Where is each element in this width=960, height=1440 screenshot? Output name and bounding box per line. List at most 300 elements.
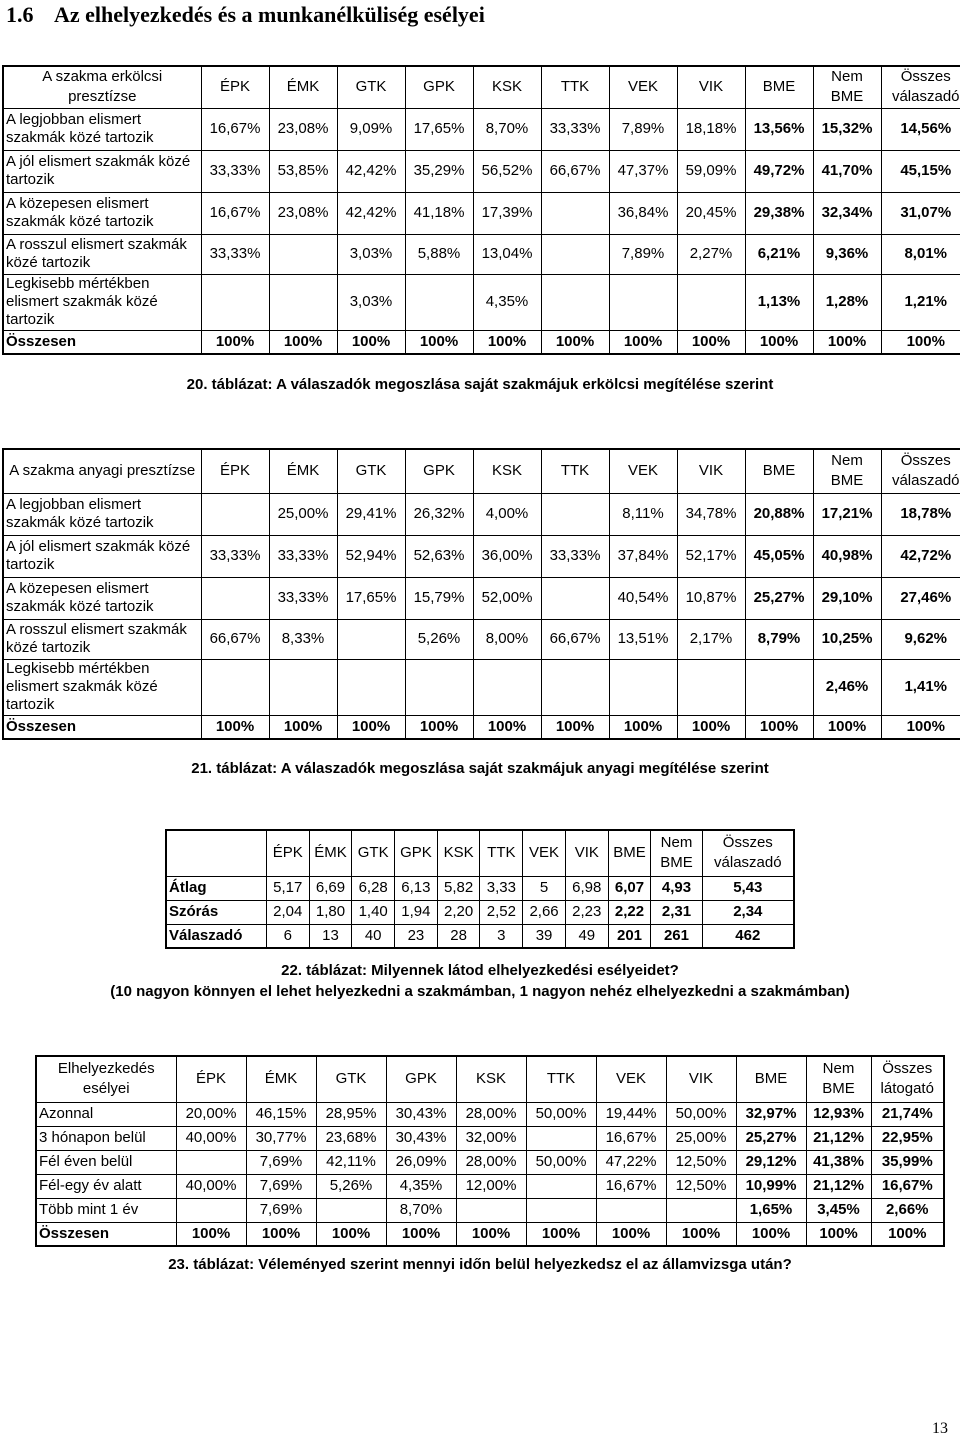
- table-cell: 1,80: [309, 900, 352, 924]
- table-cell: [405, 659, 473, 715]
- row-label: A rosszul elismert szakmák közé tartozik: [3, 619, 201, 659]
- table-row: [3, 150, 960, 192]
- column-header: TTK: [480, 830, 523, 876]
- table-cell: [541, 659, 609, 715]
- total-cell: 100%: [736, 1222, 806, 1246]
- table-cell: 22,95%: [871, 1126, 944, 1150]
- table-cell: 2,17%: [677, 619, 745, 659]
- table-cell: 462: [702, 924, 794, 948]
- table-cell: [337, 659, 405, 715]
- total-cell: 100%: [316, 1222, 386, 1246]
- table-cell: [176, 1150, 246, 1174]
- column-header: BME: [745, 66, 813, 108]
- table-cell: 33,33%: [201, 150, 269, 192]
- table-cell: [201, 659, 269, 715]
- total-cell: 100%: [526, 1222, 596, 1246]
- table-cell: [609, 274, 677, 330]
- table-cell: 7,69%: [246, 1198, 316, 1222]
- table-cell: [609, 659, 677, 715]
- table-cell: 12,93%: [806, 1102, 871, 1126]
- total-cell: 100%: [246, 1222, 316, 1246]
- table-row: [3, 234, 960, 274]
- total-label: Összesen: [3, 330, 201, 354]
- row-label: Legkisebb mértékben elismert szakmák közé tartozik: [3, 659, 201, 715]
- total-cell: 100%: [609, 715, 677, 739]
- total-cell: 100%: [405, 715, 473, 739]
- table-row: [36, 1174, 944, 1198]
- table-cell: 5,43: [702, 876, 794, 900]
- table-cell: 4,35%: [386, 1174, 456, 1198]
- column-header: VEK: [523, 830, 566, 876]
- table-cell: 14,56%: [881, 108, 960, 150]
- table-cell: 25,27%: [736, 1126, 806, 1150]
- table-cell: 12,00%: [456, 1174, 526, 1198]
- table-cell: 66,67%: [201, 619, 269, 659]
- table-cell: 1,13%: [745, 274, 813, 330]
- section-heading: [6, 2, 485, 28]
- table-cell: 20,00%: [176, 1102, 246, 1126]
- table-corner-blank: [166, 830, 266, 876]
- table-cell: 3,33: [480, 876, 523, 900]
- table-cell: 7,69%: [246, 1174, 316, 1198]
- table-cell: [201, 577, 269, 619]
- column-header: ÉPK: [176, 1056, 246, 1102]
- column-header: VIK: [565, 830, 608, 876]
- table-total-row: [3, 715, 960, 739]
- table-cell: 25,27%: [745, 577, 813, 619]
- table-row: [3, 535, 960, 577]
- table-20-caption: 20. táblázat: A válaszadók megoszlása saját szakmájuk erkölcsi megítélése szerint: [186, 376, 774, 393]
- table-cell: 1,28%: [813, 274, 881, 330]
- table-cell: 8,33%: [269, 619, 337, 659]
- table-cell: 30,77%: [246, 1126, 316, 1150]
- table-cell: 6,28: [352, 876, 395, 900]
- table-cell: 5: [523, 876, 566, 900]
- column-header: KSK: [456, 1056, 526, 1102]
- column-header: BME: [736, 1056, 806, 1102]
- table-row: [166, 876, 794, 900]
- table-cell: 45,05%: [745, 535, 813, 577]
- table-row: [36, 1126, 944, 1150]
- table-corner-label: Elhelyezkedés esélyei: [36, 1056, 176, 1102]
- table-cell: 32,34%: [813, 192, 881, 234]
- column-header-total: Összes látogató: [871, 1056, 944, 1102]
- table-row: [36, 1102, 944, 1126]
- total-cell: 100%: [386, 1222, 456, 1246]
- table-row: [3, 274, 960, 330]
- total-cell: 100%: [813, 715, 881, 739]
- total-cell: 100%: [201, 330, 269, 354]
- table-cell: 33,33%: [541, 535, 609, 577]
- table-row: [3, 659, 960, 715]
- table-cell: [201, 493, 269, 535]
- total-cell: 100%: [745, 715, 813, 739]
- table-cell: 50,00%: [526, 1150, 596, 1174]
- column-header-total: Összes válaszadó: [881, 66, 960, 108]
- table-cell: 13,51%: [609, 619, 677, 659]
- total-cell: 100%: [596, 1222, 666, 1246]
- total-label: Összesen: [3, 715, 201, 739]
- column-header-total: Összes válaszadó: [881, 449, 960, 493]
- column-header: GTK: [337, 66, 405, 108]
- table-cell: 49: [565, 924, 608, 948]
- column-header: GPK: [386, 1056, 456, 1102]
- column-header: ÉPK: [201, 66, 269, 108]
- table-cell: 29,12%: [736, 1150, 806, 1174]
- table-cell: 2,22: [608, 900, 651, 924]
- column-header: ÉPK: [201, 449, 269, 493]
- table-cell: 2,20: [437, 900, 480, 924]
- table-row: [3, 493, 960, 535]
- row-label: Fél-egy év alatt: [36, 1174, 176, 1198]
- table-cell: 19,44%: [596, 1102, 666, 1126]
- table-row: [3, 619, 960, 659]
- table-cell: [541, 192, 609, 234]
- table-cell: [677, 274, 745, 330]
- table-cell: 23,68%: [316, 1126, 386, 1150]
- total-cell: 100%: [666, 1222, 736, 1246]
- table-cell: [526, 1198, 596, 1222]
- table-cell: 1,41%: [881, 659, 960, 715]
- table-cell: [405, 274, 473, 330]
- table-row: [166, 900, 794, 924]
- total-cell: 100%: [881, 715, 960, 739]
- page-number: 13: [932, 1420, 948, 1437]
- column-header: GPK: [395, 830, 438, 876]
- column-header: BME: [745, 449, 813, 493]
- table-cell: 33,33%: [541, 108, 609, 150]
- table-cell: 52,63%: [405, 535, 473, 577]
- total-cell: 100%: [806, 1222, 871, 1246]
- table-cell: 7,69%: [246, 1150, 316, 1174]
- total-cell: 100%: [473, 330, 541, 354]
- table-cell: 37,84%: [609, 535, 677, 577]
- section-title: Az elhelyezkedés és a munkanélküliség esélyei: [54, 2, 485, 27]
- table-cell: 16,67%: [201, 192, 269, 234]
- table-cell: [526, 1174, 596, 1198]
- column-header: BME: [608, 830, 651, 876]
- column-header: GTK: [337, 449, 405, 493]
- table-cell: 36,00%: [473, 535, 541, 577]
- table-cell: 2,66: [523, 900, 566, 924]
- table-cell: [541, 234, 609, 274]
- table-20: [2, 65, 960, 355]
- table-cell: 9,09%: [337, 108, 405, 150]
- table-cell: 49,72%: [745, 150, 813, 192]
- table-corner-label: A szakma anyagi presztízse: [3, 449, 201, 493]
- section-number: 1.6: [6, 2, 34, 27]
- row-label: A közepesen elismert szakmák közé tartozik: [3, 577, 201, 619]
- column-header: ÉMK: [246, 1056, 316, 1102]
- table-cell: 1,21%: [881, 274, 960, 330]
- column-header: ÉMK: [269, 449, 337, 493]
- table-cell: 13,04%: [473, 234, 541, 274]
- table-row: [3, 577, 960, 619]
- table-cell: 29,41%: [337, 493, 405, 535]
- table-cell: 1,65%: [736, 1198, 806, 1222]
- table-cell: 8,11%: [609, 493, 677, 535]
- row-label: A rosszul elismert szakmák közé tartozik: [3, 234, 201, 274]
- column-header: GTK: [352, 830, 395, 876]
- table-cell: [456, 1198, 526, 1222]
- table-cell: 33,33%: [269, 535, 337, 577]
- table-cell: 59,09%: [677, 150, 745, 192]
- table-cell: 2,04: [266, 900, 309, 924]
- table-cell: 9,62%: [881, 619, 960, 659]
- table-cell: 32,00%: [456, 1126, 526, 1150]
- total-cell: 100%: [541, 330, 609, 354]
- row-label: A legjobban elismert szakmák közé tartozik: [3, 108, 201, 150]
- table-cell: 13,56%: [745, 108, 813, 150]
- table-cell: [473, 659, 541, 715]
- table-cell: 17,21%: [813, 493, 881, 535]
- table-cell: [541, 577, 609, 619]
- row-label: Legkisebb mértékben elismert szakmák közé tartozik: [3, 274, 201, 330]
- row-label: A jól elismert szakmák közé tartozik: [3, 150, 201, 192]
- table-row: [36, 1150, 944, 1174]
- table-row: [3, 192, 960, 234]
- column-header: VIK: [666, 1056, 736, 1102]
- total-cell: 100%: [745, 330, 813, 354]
- table-cell: [666, 1198, 736, 1222]
- row-label: A legjobban elismert szakmák közé tartozik: [3, 493, 201, 535]
- column-header: VEK: [609, 66, 677, 108]
- table-cell: 47,22%: [596, 1150, 666, 1174]
- table-cell: 8,70%: [386, 1198, 456, 1222]
- table-cell: 41,70%: [813, 150, 881, 192]
- table-cell: [316, 1198, 386, 1222]
- table-cell: 8,79%: [745, 619, 813, 659]
- table-cell: 261: [651, 924, 702, 948]
- total-cell: 100%: [405, 330, 473, 354]
- total-cell: 100%: [473, 715, 541, 739]
- table-cell: 7,89%: [609, 108, 677, 150]
- table-cell: [541, 493, 609, 535]
- table-cell: 2,27%: [677, 234, 745, 274]
- table-cell: 26,32%: [405, 493, 473, 535]
- table-cell: 40: [352, 924, 395, 948]
- table-cell: 8,00%: [473, 619, 541, 659]
- table-cell: 201: [608, 924, 651, 948]
- column-header: Nem BME: [651, 830, 702, 876]
- table-cell: 13: [309, 924, 352, 948]
- table-cell: 17,65%: [337, 577, 405, 619]
- table-cell: 6,69: [309, 876, 352, 900]
- table-cell: 2,46%: [813, 659, 881, 715]
- table-cell: 8,01%: [881, 234, 960, 274]
- table-cell: 47,37%: [609, 150, 677, 192]
- row-label: Azonnal: [36, 1102, 176, 1126]
- table-cell: 40,54%: [609, 577, 677, 619]
- total-cell: 100%: [881, 330, 960, 354]
- table-21-caption: 21. táblázat: A válaszadók megoszlása saját szakmájuk anyagi megítélése szerint: [191, 760, 769, 777]
- table-cell: 41,18%: [405, 192, 473, 234]
- table-22: [165, 829, 795, 949]
- row-label: 3 hónapon belül: [36, 1126, 176, 1150]
- table-row: [36, 1198, 944, 1222]
- row-label: Több mint 1 év: [36, 1198, 176, 1222]
- table-cell: 6,98: [565, 876, 608, 900]
- table-cell: 15,79%: [405, 577, 473, 619]
- table-total-row: [36, 1222, 944, 1246]
- table-cell: 29,10%: [813, 577, 881, 619]
- table-cell: 4,00%: [473, 493, 541, 535]
- table-cell: 40,98%: [813, 535, 881, 577]
- row-label: Szórás: [166, 900, 266, 924]
- table-cell: 17,39%: [473, 192, 541, 234]
- table-cell: 45,15%: [881, 150, 960, 192]
- total-cell: 100%: [813, 330, 881, 354]
- total-cell: 100%: [541, 715, 609, 739]
- table-cell: [269, 659, 337, 715]
- table-23: [35, 1055, 945, 1247]
- total-cell: 100%: [456, 1222, 526, 1246]
- column-header: TTK: [541, 449, 609, 493]
- table-cell: [269, 234, 337, 274]
- table-cell: [337, 619, 405, 659]
- table-cell: 40,00%: [176, 1174, 246, 1198]
- table-cell: 21,12%: [806, 1174, 871, 1198]
- table-cell: 2,23: [565, 900, 608, 924]
- table-22-caption-line1: 22. táblázat: Milyennek látod elhelyezkedési esélyeidet?: [281, 962, 679, 979]
- total-cell: 100%: [269, 715, 337, 739]
- table-cell: 5,88%: [405, 234, 473, 274]
- table-cell: 17,65%: [405, 108, 473, 150]
- column-header: TTK: [541, 66, 609, 108]
- table-cell: 36,84%: [609, 192, 677, 234]
- column-header: GTK: [316, 1056, 386, 1102]
- table-cell: 50,00%: [666, 1102, 736, 1126]
- table-cell: 52,17%: [677, 535, 745, 577]
- table-cell: 12,50%: [666, 1150, 736, 1174]
- table-cell: 41,38%: [806, 1150, 871, 1174]
- table-cell: 18,78%: [881, 493, 960, 535]
- table-cell: 56,52%: [473, 150, 541, 192]
- column-header: ÉMK: [309, 830, 352, 876]
- table-cell: 21,74%: [871, 1102, 944, 1126]
- table-cell: 3,03%: [337, 274, 405, 330]
- table-cell: [201, 274, 269, 330]
- row-label: A jól elismert szakmák közé tartozik: [3, 535, 201, 577]
- table-cell: 26,09%: [386, 1150, 456, 1174]
- table-cell: 66,67%: [541, 619, 609, 659]
- table-cell: 52,00%: [473, 577, 541, 619]
- table-cell: [745, 659, 813, 715]
- table-cell: 34,78%: [677, 493, 745, 535]
- table-cell: 5,82: [437, 876, 480, 900]
- column-header: VEK: [596, 1056, 666, 1102]
- table-cell: [541, 274, 609, 330]
- table-cell: 23: [395, 924, 438, 948]
- column-header: KSK: [473, 449, 541, 493]
- total-cell: 100%: [269, 330, 337, 354]
- table-cell: [269, 274, 337, 330]
- table-row: [166, 924, 794, 948]
- table-cell: 50,00%: [526, 1102, 596, 1126]
- table-cell: 39: [523, 924, 566, 948]
- table-cell: 66,67%: [541, 150, 609, 192]
- total-cell: 100%: [677, 330, 745, 354]
- table-corner-label: A szakma erkölcsi presztízse: [3, 66, 201, 108]
- table-cell: 42,42%: [337, 150, 405, 192]
- table-cell: 10,87%: [677, 577, 745, 619]
- total-cell: 100%: [871, 1222, 944, 1246]
- table-cell: 16,67%: [596, 1126, 666, 1150]
- total-cell: 100%: [337, 715, 405, 739]
- total-cell: 100%: [176, 1222, 246, 1246]
- table-cell: 29,38%: [745, 192, 813, 234]
- table-cell: 42,42%: [337, 192, 405, 234]
- table-cell: 5,26%: [316, 1174, 386, 1198]
- column-header: Nem BME: [806, 1056, 871, 1102]
- table-cell: 42,11%: [316, 1150, 386, 1174]
- table-cell: 5,26%: [405, 619, 473, 659]
- total-label: Összesen: [36, 1222, 176, 1246]
- table-cell: 30,43%: [386, 1126, 456, 1150]
- table-cell: [677, 659, 745, 715]
- column-header: VIK: [677, 66, 745, 108]
- table-cell: 3: [480, 924, 523, 948]
- table-cell: 53,85%: [269, 150, 337, 192]
- table-cell: [176, 1198, 246, 1222]
- table-cell: [526, 1126, 596, 1150]
- table-cell: 27,46%: [881, 577, 960, 619]
- column-header: KSK: [437, 830, 480, 876]
- table-cell: 35,99%: [871, 1150, 944, 1174]
- table-cell: 28,00%: [456, 1102, 526, 1126]
- table-cell: 28: [437, 924, 480, 948]
- table-23-caption: 23. táblázat: Véleményed szerint mennyi időn belül helyezkedsz el az államvizsga után?: [168, 1256, 792, 1273]
- table-cell: 20,45%: [677, 192, 745, 234]
- table-cell: 10,99%: [736, 1174, 806, 1198]
- table-cell: 4,35%: [473, 274, 541, 330]
- table-cell: 32,97%: [736, 1102, 806, 1126]
- table-cell: 3,45%: [806, 1198, 871, 1222]
- total-cell: 100%: [609, 330, 677, 354]
- column-header: TTK: [526, 1056, 596, 1102]
- column-header-total: Összes válaszadó: [702, 830, 794, 876]
- table-cell: 42,72%: [881, 535, 960, 577]
- table-cell: 30,43%: [386, 1102, 456, 1126]
- table-cell: [596, 1198, 666, 1222]
- table-cell: 2,52: [480, 900, 523, 924]
- table-cell: 21,12%: [806, 1126, 871, 1150]
- table-cell: 15,32%: [813, 108, 881, 150]
- column-header: GPK: [405, 449, 473, 493]
- table-cell: 7,89%: [609, 234, 677, 274]
- row-label: Válaszadó: [166, 924, 266, 948]
- column-header: KSK: [473, 66, 541, 108]
- table-cell: 46,15%: [246, 1102, 316, 1126]
- table-cell: 2,66%: [871, 1198, 944, 1222]
- column-header: Nem BME: [813, 449, 881, 493]
- table-cell: 6,21%: [745, 234, 813, 274]
- table-cell: 4,93: [651, 876, 702, 900]
- table-21: [2, 448, 960, 740]
- table-cell: 52,94%: [337, 535, 405, 577]
- total-cell: 100%: [201, 715, 269, 739]
- table-cell: 28,95%: [316, 1102, 386, 1126]
- table-cell: 2,31: [651, 900, 702, 924]
- table-cell: 10,25%: [813, 619, 881, 659]
- table-cell: 20,88%: [745, 493, 813, 535]
- table-cell: 6,07: [608, 876, 651, 900]
- table-cell: 5,17: [266, 876, 309, 900]
- table-cell: 3,03%: [337, 234, 405, 274]
- table-cell: 6,13: [395, 876, 438, 900]
- table-cell: 25,00%: [269, 493, 337, 535]
- table-cell: 28,00%: [456, 1150, 526, 1174]
